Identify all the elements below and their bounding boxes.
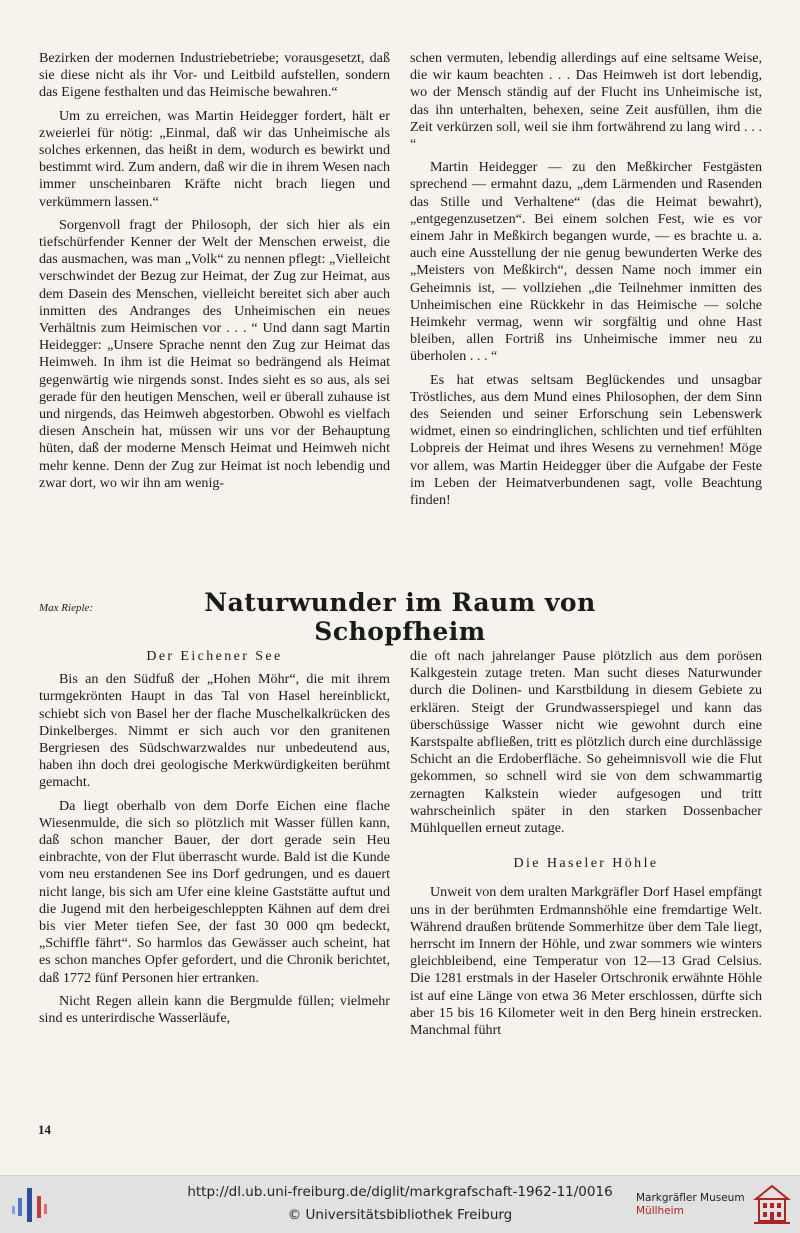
viewer-footer bbox=[0, 1175, 800, 1233]
paragraph: Sorgenvoll fragt der Philosoph, der sich hier als ein tiefschürfender Kenner der Welt der Menschen erweist, die das ausmachen, was man „Volk“ zu nennen pflegt: „Vielleicht verschwindet der Bezug zur Heimat, der Zug zur Heimat, aus dem Dasein des Menschen, vielleicht bereitet sich aber auch inmitten des Andranges des Unheimischen ein neues Verhältnis zum Heimischen vor . . . “ Und dann sagt Martin Heidegger: „Unsere Sprache nennt den Zug zur Heimat das Heimweh. In ihm ist die Heimat so bedrängend als Heimat gegenwärtig wie nirgends sonst. Indes sieht es so aus, als sei gerade für den heutigen Menschen, weil er überall zuhause ist und nirgends, das Heimweh abgestorben. Obwohl es vielfach diesen Anschein hat, müssen wir uns vor der Behauptung hüten, daß der moderne Mensch Heimat und Heimweh nicht mehr kenne. Denn der Zug zur Heimat ist noch lebendig und zwar dort, wo wir ihn am wenig- bbox=[39, 216, 390, 491]
section-heading: Der Eichener See bbox=[146, 649, 283, 664]
museum-credit bbox=[636, 1192, 745, 1218]
paragraph: Bezirken der modernen Industriebetriebe; vorausgesetzt, daß sie diese nicht als ihr Vor- und Leitbild aufstellen, sondern das Eigene festhalten und das Heimische bewahren.“ bbox=[39, 50, 390, 101]
article2-left-column bbox=[39, 648, 390, 1033]
paragraph: Bis an den Südfuß der „Hohen Möhr“, die mit ihrem turmgekrönten Haupt in das Tal von Hasel hereinblickt, schiebt sich von Basel her der flache Muschelkalkrücken des Dinkelberges. Nimmt er sich auch vor den granitenen Bergriesen des Südschwarzwaldes nur unbedeutend aus, haben ihn doch drei geologische Merkwürdigkeiten berühmt gemacht. bbox=[39, 671, 390, 791]
page-number: 14 bbox=[38, 1122, 51, 1137]
copyright-text: © Universitätsbibliothek Freiburg bbox=[287, 1207, 513, 1223]
paragraph: schen vermuten, lebendig allerdings auf eine seltsame Weise, die wir kaum beachten . . . Das Heimweh ist dort lebendig, wo der Mensch ständig auf der Flucht ins Unheimische ist, das ihn unterhalten, behexen, seine Zeit ausfüllen, ihm die Zeit verkürzen soll, weil sie ihm fortwährend zu lang wird . . . “ bbox=[410, 50, 762, 153]
article1-left-column bbox=[39, 50, 390, 498]
paragraph: Nicht Regen allein kann die Bergmulde füllen; vielmehr sind es unterirdische Wasserläufe, bbox=[39, 992, 390, 1027]
paragraph: Unweit von dem uralten Markgräfler Dorf Hasel empfängt uns in der berühmten Erdmannshöhle eine fremdartige Welt. Während draußen brütende Sommerhitze über dem Tale liegt, herrscht im Innern der Höhle, und zwar sommers wie winters gleichbleibend, eine Temperatur von 12—13 Grad Celsius. Die 1281 erstmals in der Haseler Ortschronik erwähnte Höhle ist auf eine Länge von etwa 36 Meter erschlossen, dürfte sich aber 15 bis 16 Kilometer weit in den Berg hinein erstrecken. Manchmal führt bbox=[410, 884, 762, 1039]
article-author: Max Rieple: bbox=[39, 602, 94, 614]
paragraph: Martin Heidegger — zu den Meßkircher Festgästen sprechend — ermahnt dazu, „dem Lärmenden und Rasenden das Stille und Verhaltene“ (das die Heimat bewahrt), „entgegenzusetzen“. Bei einem solchen Fest, wie es vor einem Jahr in Meßkirch begangen wurde, — es brachte u. a. auch eine Ausstellung der nie genug bewunderten Werke des „Meisters von Meßkirch“, dessen Name noch immer ein Geheimnis ist, — vollziehen „die Teilnehmer inmitten des Unheimischen eine Rückkehr in das Heimische — solche Heimkehr vermag, wenn wir sorgfältig und ohne Hast bleiben, allen Fortriß ins Unheimische immer neu zu überholen . . . “ bbox=[410, 159, 762, 365]
museum-name: Markgräfler Museum bbox=[636, 1192, 745, 1204]
paragraph: Um zu erreichen, was Martin Heidegger fordert, hält er zweierlei für nötig: „Einmal, daß wir das Unheimische als solches erkennen, das heißt in dem, wodurch es bewirkt und bestimmt wird. Zum andern, daß wir die in ihrem Wesen nach immer unscheinbaren Kräfte nicht brach liegen und verkümmern lassen.“ bbox=[39, 107, 390, 210]
museum-city: Müllheim bbox=[636, 1205, 684, 1217]
museum-building-logo-icon bbox=[752, 1183, 792, 1227]
article-title: Naturwunder im Raum von Schopfheim bbox=[204, 588, 596, 646]
section-heading: Die Haseler Höhle bbox=[513, 856, 659, 872]
article2-right-column bbox=[410, 648, 762, 1045]
paragraph: die oft nach jahrelanger Pause plötzlich aus dem porösen Kalkgestein zutage treten. Man sucht dieses Naturwunder durch die Dolinen- und Karstbildung in diesem Gebiete zu erklären. Steigt der Grundwasserspiegel und kann das überschüssige Wasser nicht wie gewohnt durch eine Karstspalte abfließen, tritt es plötzlich durch eine durchlässige Schicht an die Erdoberfläche. So geheimnisvoll wie die Flut gekommen, so schnell wird sie von dem schwammartig zernagten Kalkstein wieder aufgesogen und tritt wahrscheinlich später in den starken Dossenbacher Mühlquellen erneut zutage. bbox=[410, 648, 762, 837]
paragraph: Da liegt oberhalb von dem Dorfe Eichen eine flache Wiesenmulde, die sich so plötzlich mit Wasser füllen kann, daß schon mancher Bauer, der dort gerade sein Heu einbrachte, von der Flut überrascht wurde. Bald ist die Kunde vom neu erstandenen See ins Dorf gedrungen, und es dauert nicht lange, bis sich am Ufer eine kleine Gaststätte auftut und die Jugend mit den herbeigeschleppten Kähnen auf dem drei bis vier Meter tiefen See, der fast 30 000 qm bedeckt, „Schiffle fährt“. So harmlos das Gewässer auch scheint, hat es schon manches Opfer gefordert, und die Chronik berichtet, daß 1772 fünf Personen hier ertranken. bbox=[39, 797, 390, 986]
paragraph: Es hat etwas seltsam Beglückendes und unsagbar Tröstliches, aus dem Mund eines Philosophen, der dem Sinn des Seienden und seiner Erforschung sein Lebenswerk widmet, einen so eindringlichen, schlichten und tief erfühlten Lobpreis der Heimat und ihres Wesens zu vernehmen! Möge vor allem, was Martin Heidegger über die Aufgabe der Feste im Leben der Heimatverbundenen sagt, volle Beachtung finden! bbox=[410, 371, 762, 509]
article1-right-column bbox=[410, 50, 762, 515]
document-url-link[interactable]: http://dl.ub.uni-freiburg.de/diglit/markgrafschaft-1962-11/0016 bbox=[187, 1184, 613, 1200]
